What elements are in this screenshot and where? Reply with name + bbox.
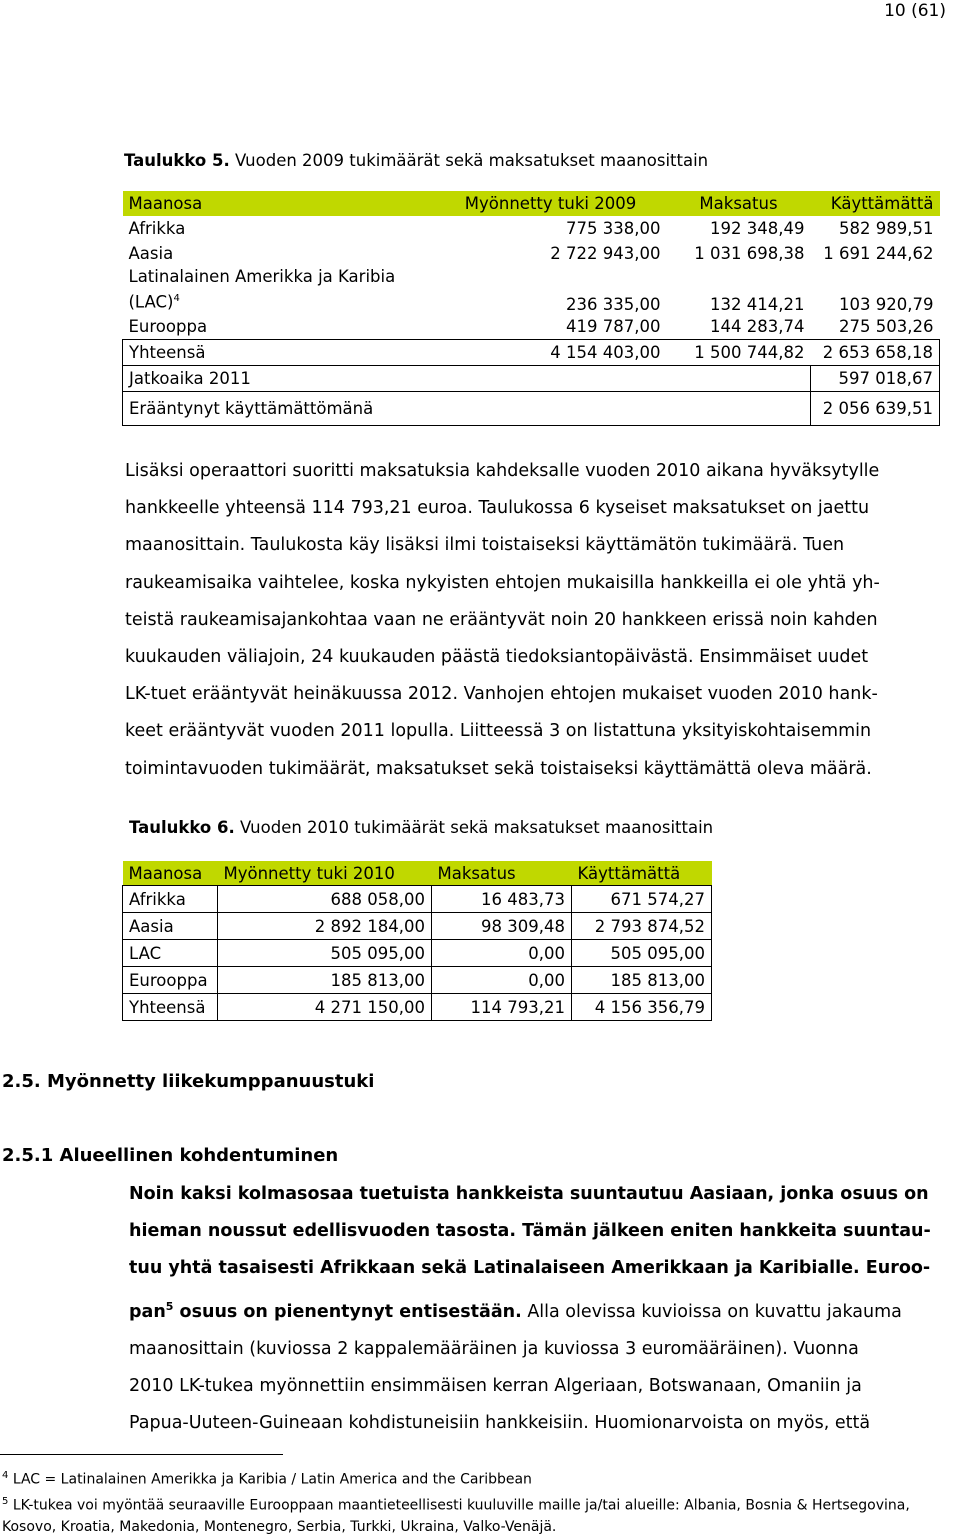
table6-cell: 688 058,00	[218, 886, 432, 913]
table-row	[123, 392, 940, 426]
footnote-ref-4: 4	[173, 293, 180, 304]
table5-lac-suffix: (LAC)	[128, 292, 174, 312]
table5-cell: 144 283,74	[667, 314, 811, 340]
table5	[122, 191, 940, 426]
table-row	[123, 216, 940, 241]
table5-cell: 236 335,00	[566, 295, 661, 314]
text-line: maanosittain. Taulukosta käy lisäksi ilmi toistaiseksi käyttämätön tukimäärä. Tuen	[125, 535, 845, 556]
table6-cell: 185 813,00	[218, 967, 432, 994]
footnote-text: LK-tukea voi myöntää seuraaville Eurooppaan maantieteellisesti kuuluville maille ja/tai alueille: Albania, Bosnia & Hertsegovina,	[12, 1497, 910, 1514]
table6-cell: LAC	[123, 940, 218, 967]
table5-empty-cell	[435, 366, 811, 392]
table5-cell: 582 989,51	[839, 219, 934, 238]
table6-cell: Eurooppa	[123, 967, 218, 994]
text-line: keet erääntyvät vuoden 2011 lopulla. Liitteessä 3 on listattuna yksityiskohtaisemmin	[125, 721, 872, 742]
table6-cell: 4 271 150,00	[218, 994, 432, 1021]
table6-cell: 2 892 184,00	[218, 913, 432, 940]
table5-header-cell: Maanosa	[123, 191, 435, 216]
text-line	[129, 1288, 954, 1331]
table6-header-cell: Maksatus	[432, 861, 572, 886]
table6-cell: 4 156 356,79	[572, 994, 712, 1021]
table5-total-row	[123, 340, 940, 366]
table6-cell: 2 793 874,52	[572, 913, 712, 940]
table5-header-cell: Käyttämättä	[811, 191, 940, 216]
table5-cell: 103 920,79	[839, 295, 934, 314]
text-line: Lisäksi operaattori suoritti maksatuksia kahdeksalle vuoden 2010 aikana hyväksytylle	[125, 461, 880, 481]
table-row	[123, 366, 940, 392]
table5-cell: 1 691 244,62	[823, 244, 934, 263]
text-line: maanosittain (kuviossa 2 kappalemääräinen ja kuviossa 3 euromääräinen). Vuonna	[129, 1338, 859, 1359]
text-line: kuukauden väliajoin, 24 kuukauden päästä tiedoksiantopäivästä. Ensimmäiset uudet	[125, 647, 869, 668]
text-line: 2010 LK-tukea myönnettiin ensimmäisen kerran Algeriaan, Botswanaan, Omaniin ja	[129, 1375, 862, 1396]
table5-header-row	[123, 191, 940, 216]
table-row	[123, 967, 712, 994]
table5-cell: 2 722 943,00	[550, 244, 661, 263]
table5-cell: Jatkoaika 2011	[123, 366, 435, 392]
table5-caption	[124, 151, 708, 170]
table5-cell: 1 500 744,82	[667, 340, 811, 366]
section-heading: 2.5. Myönnetty liikekumppanuustuki	[2, 1071, 375, 1092]
table6-cell: 185 813,00	[572, 967, 712, 994]
table5-cell: 2 056 639,51	[811, 392, 940, 426]
table5-cell: 775 338,00	[566, 219, 661, 238]
table5-caption-label: Taulukko 5.	[124, 151, 230, 170]
table-row	[123, 913, 712, 940]
table5-cell: 4 154 403,00	[435, 340, 667, 366]
table6-header-cell: Käyttämättä	[572, 861, 712, 886]
table-row	[123, 994, 712, 1021]
plain-text: Alla olevissa kuvioissa on kuvattu jakauma	[521, 1301, 902, 1322]
table6-cell: 0,00	[432, 940, 572, 967]
text-line: Papua-Uuteen-Guineaan kohdistuneisiin hankkeisiin. Huomionarvoista on myös, että	[129, 1413, 871, 1434]
body-paragraph-2	[129, 1176, 954, 1442]
table-row	[123, 940, 712, 967]
bold-text: osuus on pienentynyt entisestään.	[173, 1301, 522, 1322]
body-paragraph-1	[125, 453, 955, 788]
table6-header-row	[123, 861, 712, 886]
text-line: LK-tuet erääntyvät heinäkuussa 2012. Vanhojen ehtojen mukaiset vuoden 2010 hank-	[125, 684, 878, 705]
text-line: hieman noussut edellisvuoden tasosta. Tämän jälkeen eniten hankkeita suuntau-	[129, 1221, 931, 1242]
text-line: Noin kaksi kolmasosaa tuetuista hankkeista suuntautuu Aasiaan, jonka osuus on	[129, 1184, 929, 1204]
footnote-mark: 5	[2, 1495, 9, 1507]
footnote-mark: 4	[2, 1470, 9, 1481]
table5-cell	[123, 266, 435, 314]
text-line: toimintavuoden tukimäärät, maksatukset sekä toistaiseksi käyttämättä oleva määrä.	[125, 758, 872, 779]
table5-cell: 275 503,26	[811, 314, 940, 340]
page-number: 10 (61)	[884, 1, 946, 21]
table6-cell: 671 574,27	[572, 886, 712, 913]
table6-cell: Aasia	[123, 913, 218, 940]
table-row	[123, 886, 712, 913]
table5-cell: Aasia	[128, 244, 174, 263]
table5-cell: Erääntynyt käyttämättömänä	[123, 392, 435, 426]
table6-cell: 114 793,21	[432, 994, 572, 1021]
table-row	[123, 241, 940, 266]
table5-cell: 597 018,67	[811, 366, 940, 392]
table6-cell: 16 483,73	[432, 886, 572, 913]
table6-cell: Yhteensä	[123, 994, 218, 1021]
table5-cell: 1 031 698,38	[694, 244, 805, 263]
subsection-heading: 2.5.1 Alueellinen kohdentuminen	[2, 1145, 339, 1166]
table5-cell: Afrikka	[128, 219, 186, 238]
bold-text: pan	[129, 1301, 166, 1322]
table5-empty-cell	[435, 392, 811, 426]
table6-header-cell: Myönnetty tuki 2010	[218, 861, 432, 886]
footnote-5	[2, 1491, 952, 1517]
footnotes	[2, 1465, 952, 1538]
table5-header-cell: Maksatus	[667, 191, 811, 216]
table-row	[123, 266, 940, 314]
text-line: raukeamisaika vaihtelee, koska nykyisten ehtojen mukaisilla hankkeilla ei ole yhtä yh-	[125, 572, 880, 593]
table6-header-cell: Maanosa	[123, 861, 218, 886]
footnote-separator	[0, 1454, 283, 1455]
table5-caption-text: Vuoden 2009 tukimäärät sekä maksatukset maanosittain	[235, 151, 709, 170]
table5-cell: 2 653 658,18	[811, 340, 940, 366]
footnote-text: LAC = Latinalainen Amerikka ja Karibia / Latin America and the Caribbean	[12, 1471, 532, 1488]
footnote-5-continued: Kosovo, Kroatia, Makedonia, Montenegro, Serbia, Turkki, Ukraina, Valko-Venäjä.	[2, 1519, 557, 1536]
table5-cell: 132 414,21	[710, 295, 805, 314]
table5-cell: Eurooppa	[123, 314, 435, 340]
table5-cell: 192 348,49	[710, 219, 805, 238]
table5-header-cell: Myönnetty tuki 2009	[435, 191, 667, 216]
table6-cell: Afrikka	[123, 886, 218, 913]
text-line: teistä raukeamisajankohtaa vaan ne erääntyvät noin 20 hankkeen erissä noin kahden	[125, 609, 878, 630]
table6-cell: 505 095,00	[572, 940, 712, 967]
table5-cell: Yhteensä	[123, 340, 435, 366]
footnote-4	[2, 1465, 952, 1491]
table5-lac-label: Latinalainen Amerikka ja Karibia	[128, 267, 396, 286]
text-line: tuu yhtä tasaisesti Afrikkaan sekä Latinalaiseen Amerikkaan ja Karibialle. Euroo-	[129, 1258, 931, 1279]
table-row	[123, 314, 940, 340]
text-line: hankkeelle yhteensä 114 793,21 euroa. Taulukossa 6 kyseiset maksatukset on jaettu	[125, 498, 870, 519]
table6-cell: 505 095,00	[218, 940, 432, 967]
table6	[122, 861, 712, 1021]
table6-caption-text: Vuoden 2010 tukimäärät sekä maksatukset maanosittain	[240, 818, 714, 837]
table6-caption	[129, 818, 713, 837]
table6-caption-label: Taulukko 6.	[129, 818, 235, 837]
footnote-ref-5: 5	[165, 1299, 174, 1313]
table6-cell: 0,00	[432, 967, 572, 994]
table5-cell: 419 787,00	[435, 314, 667, 340]
table6-cell: 98 309,48	[432, 913, 572, 940]
